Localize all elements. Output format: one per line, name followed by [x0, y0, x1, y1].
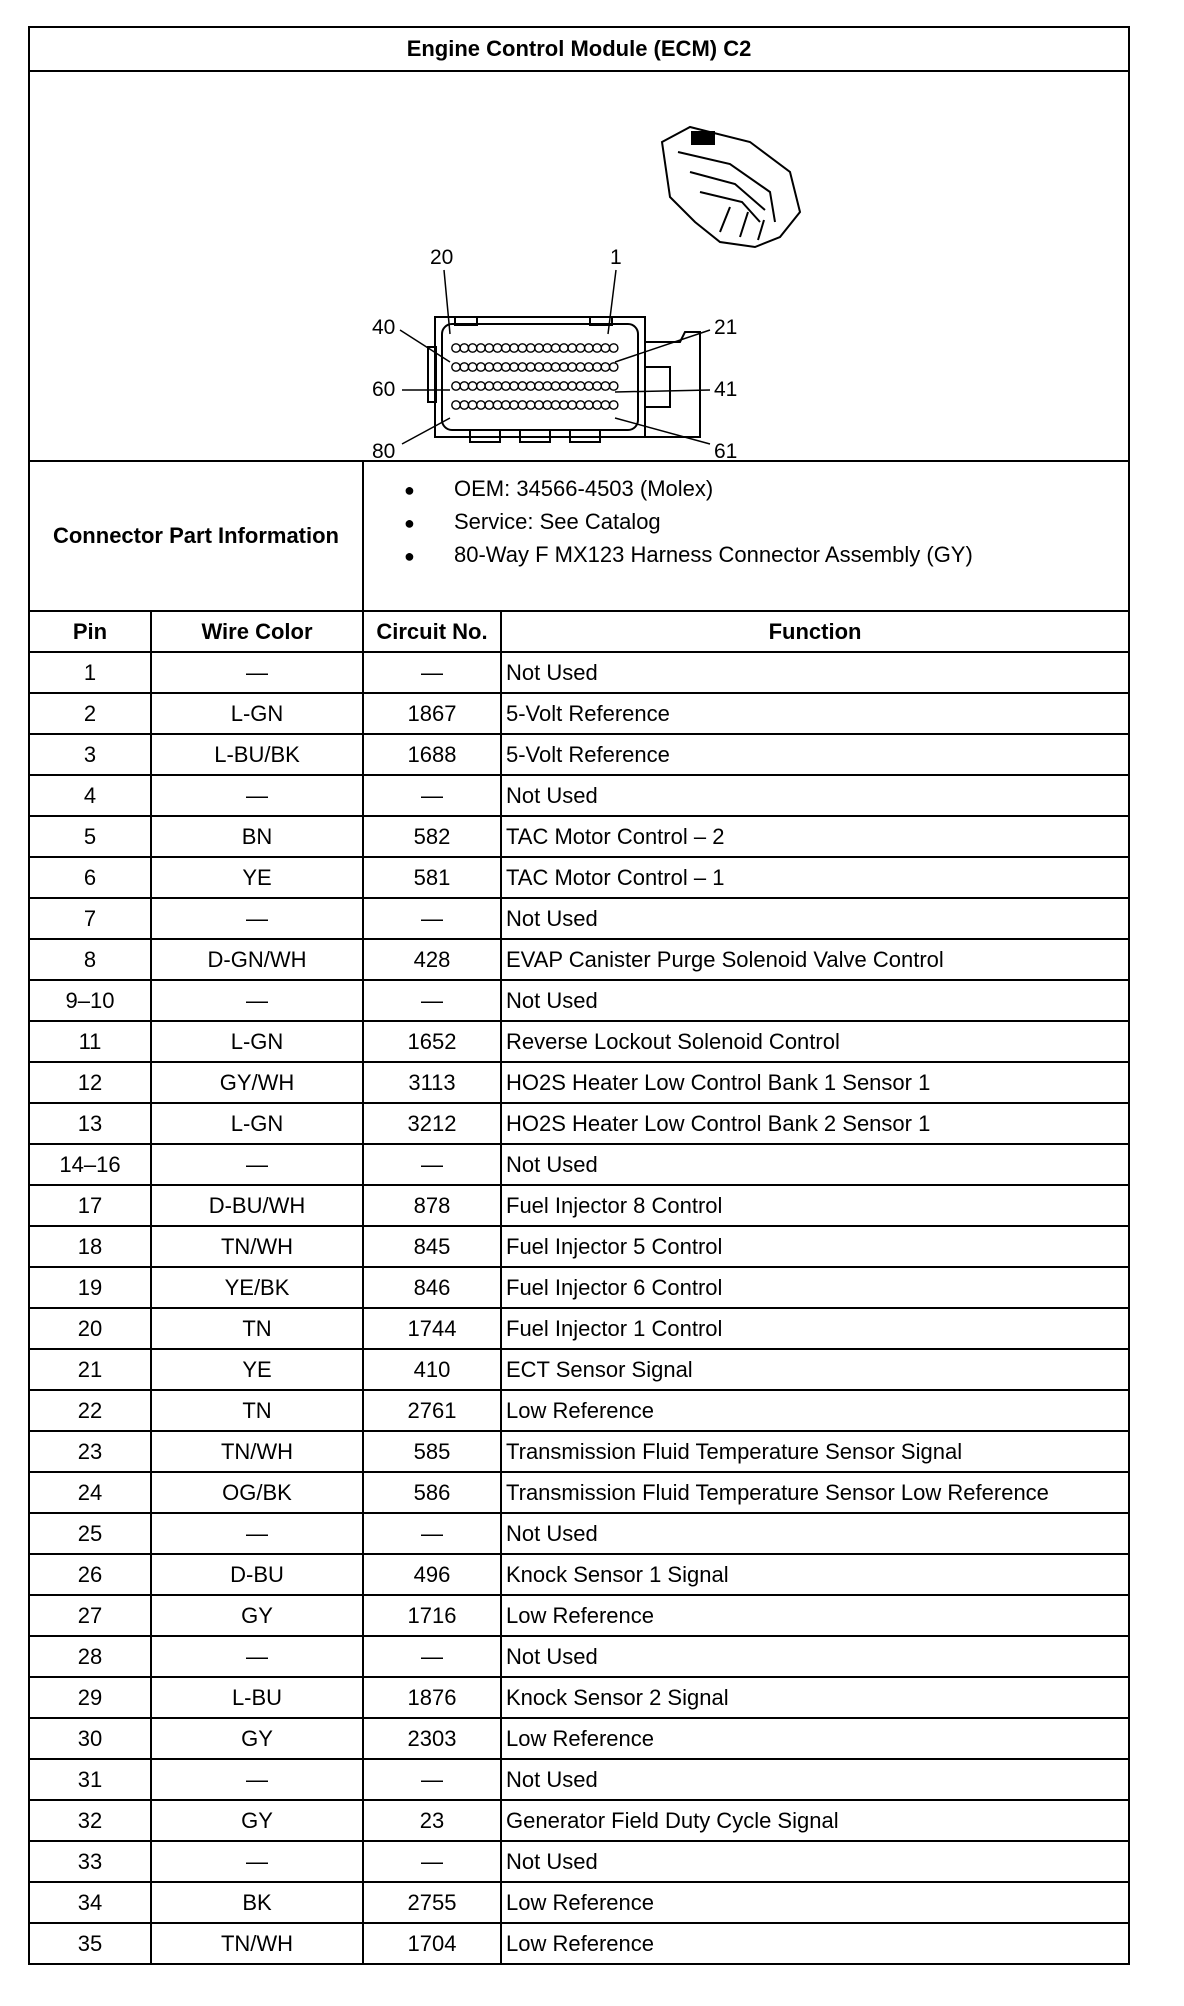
cell-circuit-no: 1876 [363, 1677, 501, 1718]
pin-cavity [551, 363, 559, 371]
pin-cavity [551, 344, 559, 352]
cell-function: Low Reference [501, 1390, 1129, 1431]
callout-pin-60: 60 [372, 378, 396, 401]
pin-cavity [527, 401, 535, 409]
cell-pin: 26 [29, 1554, 151, 1595]
cell-function: TAC Motor Control – 1 [501, 857, 1129, 898]
cell-pin: 20 [29, 1308, 151, 1349]
cell-circuit-no: — [363, 898, 501, 939]
pin-cavity [502, 401, 510, 409]
cell-function: Reverse Lockout Solenoid Control [501, 1021, 1129, 1062]
pin-cavity [543, 382, 551, 390]
pin-cavity [568, 401, 576, 409]
callout-pin-41: 41 [714, 378, 738, 401]
pin-cavity [593, 363, 601, 371]
cell-circuit-no: 586 [363, 1472, 501, 1513]
cell-pin: 11 [29, 1021, 151, 1062]
cell-circuit-no: 585 [363, 1431, 501, 1472]
connector-info-list [404, 472, 1128, 571]
cell-circuit-no: 2761 [363, 1390, 501, 1431]
cell-circuit-no: 23 [363, 1800, 501, 1841]
cell-function: Fuel Injector 8 Control [501, 1185, 1129, 1226]
pin-cavity [518, 344, 526, 352]
cell-function: Knock Sensor 1 Signal [501, 1554, 1129, 1595]
cell-pin: 8 [29, 939, 151, 980]
pin-cavity [585, 382, 593, 390]
cell-wire-color: — [151, 652, 363, 693]
connector-info-text: Service: See Catalog [454, 509, 661, 534]
cell-pin: 9–10 [29, 980, 151, 1021]
cell-circuit-no: 3113 [363, 1062, 501, 1103]
table-row [29, 1800, 1129, 1841]
table-row [29, 1472, 1129, 1513]
cell-circuit-no: 1704 [363, 1923, 501, 1964]
cell-function: Low Reference [501, 1718, 1129, 1759]
pin-cavity [477, 344, 485, 352]
table-row [29, 734, 1129, 775]
pin-cavity [510, 382, 518, 390]
cell-pin: 7 [29, 898, 151, 939]
table-row [29, 1595, 1129, 1636]
cell-function: ECT Sensor Signal [501, 1349, 1129, 1390]
cell-wire-color: D-GN/WH [151, 939, 363, 980]
cell-function: Fuel Injector 6 Control [501, 1267, 1129, 1308]
cell-circuit-no: — [363, 1841, 501, 1882]
cell-wire-color: BK [151, 1882, 363, 1923]
table-row [29, 1554, 1129, 1595]
cell-function: Fuel Injector 1 Control [501, 1308, 1129, 1349]
cell-circuit-no: 1867 [363, 693, 501, 734]
cell-wire-color: — [151, 1841, 363, 1882]
cell-function: Not Used [501, 980, 1129, 1021]
header-function: Function [501, 611, 1129, 652]
pin-cavity [485, 382, 493, 390]
pin-cavity [460, 382, 468, 390]
table-row [29, 1882, 1129, 1923]
cell-function: Not Used [501, 1841, 1129, 1882]
table-row [29, 1021, 1129, 1062]
cell-pin: 13 [29, 1103, 151, 1144]
pin-cavity [485, 363, 493, 371]
cell-function: Not Used [501, 898, 1129, 939]
cell-wire-color: OG/BK [151, 1472, 363, 1513]
cell-pin: 4 [29, 775, 151, 816]
table-row [29, 652, 1129, 693]
cell-function: Not Used [501, 775, 1129, 816]
pin-cavity [576, 344, 584, 352]
cell-pin: 12 [29, 1062, 151, 1103]
pin-cavity [493, 363, 501, 371]
bullet-icon: ● [404, 480, 415, 500]
connector-info-item [404, 472, 1128, 505]
pin-cavity [485, 401, 493, 409]
pin-cavity [568, 363, 576, 371]
cell-circuit-no: — [363, 775, 501, 816]
pin-cavity [493, 401, 501, 409]
cell-pin: 28 [29, 1636, 151, 1677]
cell-function: Not Used [501, 1636, 1129, 1677]
pin-cavity [510, 363, 518, 371]
cell-wire-color: L-BU [151, 1677, 363, 1718]
cell-pin: 29 [29, 1677, 151, 1718]
pin-cavity [585, 363, 593, 371]
pin-cavity [610, 401, 618, 409]
cell-circuit-no: 846 [363, 1267, 501, 1308]
cell-pin: 23 [29, 1431, 151, 1472]
cell-pin: 30 [29, 1718, 151, 1759]
pin-cavity [468, 363, 476, 371]
pin-cavity [593, 344, 601, 352]
pin-cavity [535, 382, 543, 390]
pin-cavity [601, 344, 609, 352]
connector-diagram-icon [30, 72, 1130, 460]
cell-pin: 31 [29, 1759, 151, 1800]
cell-pin: 33 [29, 1841, 151, 1882]
cell-wire-color: — [151, 898, 363, 939]
cell-wire-color: TN/WH [151, 1226, 363, 1267]
pin-cavity [593, 382, 601, 390]
cell-wire-color: L-GN [151, 693, 363, 734]
cell-wire-color: GY [151, 1800, 363, 1841]
pin-cavity [560, 344, 568, 352]
table-row [29, 1923, 1129, 1964]
cell-circuit-no: 496 [363, 1554, 501, 1595]
cell-wire-color: BN [151, 816, 363, 857]
cell-circuit-no: 878 [363, 1185, 501, 1226]
cell-pin: 19 [29, 1267, 151, 1308]
page-title: Engine Control Module (ECM) C2 [29, 27, 1129, 71]
pin-cavity [485, 344, 493, 352]
pin-cavity [502, 344, 510, 352]
pin-cavity [502, 382, 510, 390]
table-row [29, 1226, 1129, 1267]
cell-wire-color: — [151, 1636, 363, 1677]
table-row [29, 1718, 1129, 1759]
pin-cavity [535, 344, 543, 352]
callout-pin-80: 80 [372, 440, 396, 460]
pin-cavity [460, 363, 468, 371]
pin-cavity [502, 363, 510, 371]
callout-pin-20: 20 [430, 246, 454, 269]
pin-cavity [585, 344, 593, 352]
table-row [29, 1267, 1129, 1308]
pin-cavity [601, 401, 609, 409]
pin-cavity [560, 401, 568, 409]
cell-circuit-no: 1688 [363, 734, 501, 775]
pin-cavity [535, 401, 543, 409]
cell-wire-color: YE/BK [151, 1267, 363, 1308]
cell-circuit-no: — [363, 1513, 501, 1554]
cell-wire-color: YE [151, 1349, 363, 1390]
cell-function: Not Used [501, 652, 1129, 693]
pin-cavity [452, 401, 460, 409]
bullet-icon: ● [404, 546, 415, 566]
pin-cavity [560, 363, 568, 371]
callout-pin-1: 1 [610, 246, 622, 269]
table-row [29, 898, 1129, 939]
pin-cavity [468, 344, 476, 352]
pinout-table [28, 26, 1130, 1965]
cell-wire-color: YE [151, 857, 363, 898]
connector-diagram [29, 71, 1129, 461]
cell-wire-color: L-BU/BK [151, 734, 363, 775]
connector-info-text: OEM: 34566-4503 (Molex) [454, 476, 714, 501]
header-wire-color: Wire Color [151, 611, 363, 652]
cell-pin: 2 [29, 693, 151, 734]
cell-wire-color: GY/WH [151, 1062, 363, 1103]
pin-cavity [477, 363, 485, 371]
connector-info-text: 80-Way F MX123 Harness Connector Assembly (GY) [454, 542, 973, 567]
pin-cavity [527, 344, 535, 352]
table-row [29, 1390, 1129, 1431]
cell-pin: 1 [29, 652, 151, 693]
table-row [29, 1349, 1129, 1390]
cell-pin: 14–16 [29, 1144, 151, 1185]
connector-3d-icon [662, 127, 800, 247]
pin-cavity [610, 344, 618, 352]
pin-cavity [527, 382, 535, 390]
cell-function: Not Used [501, 1759, 1129, 1800]
cell-wire-color: GY [151, 1595, 363, 1636]
table-header [29, 611, 1129, 652]
table-row [29, 1431, 1129, 1472]
pin-cavity [510, 401, 518, 409]
table-row [29, 1185, 1129, 1226]
cell-wire-color: D-BU/WH [151, 1185, 363, 1226]
table-row [29, 1841, 1129, 1882]
pin-cavity [510, 344, 518, 352]
cell-circuit-no: 3212 [363, 1103, 501, 1144]
cell-function: Low Reference [501, 1923, 1129, 1964]
cell-circuit-no: 2303 [363, 1718, 501, 1759]
cell-wire-color: GY [151, 1718, 363, 1759]
cell-circuit-no: — [363, 1636, 501, 1677]
table-row [29, 1677, 1129, 1718]
cell-pin: 34 [29, 1882, 151, 1923]
header-circuit-no: Circuit No. [363, 611, 501, 652]
cell-wire-color: D-BU [151, 1554, 363, 1595]
pin-cavity [543, 344, 551, 352]
cell-circuit-no: 1716 [363, 1595, 501, 1636]
header-pin: Pin [29, 611, 151, 652]
cell-pin: 18 [29, 1226, 151, 1267]
cell-wire-color: — [151, 775, 363, 816]
cell-circuit-no: 428 [363, 939, 501, 980]
cell-wire-color: TN [151, 1390, 363, 1431]
pin-cavity [452, 363, 460, 371]
cell-pin: 25 [29, 1513, 151, 1554]
cell-function: Not Used [501, 1144, 1129, 1185]
cell-wire-color: TN/WH [151, 1923, 363, 1964]
pin-cavity [452, 344, 460, 352]
cell-wire-color: L-GN [151, 1021, 363, 1062]
cell-function: Generator Field Duty Cycle Signal [501, 1800, 1129, 1841]
cell-pin: 22 [29, 1390, 151, 1431]
pin-cavity [568, 382, 576, 390]
pin-cavity [468, 382, 476, 390]
pin-cavity [460, 401, 468, 409]
pin-cavity [551, 401, 559, 409]
cell-function: Knock Sensor 2 Signal [501, 1677, 1129, 1718]
cell-circuit-no: — [363, 1759, 501, 1800]
pin-cavity [576, 382, 584, 390]
pin-cavity [493, 382, 501, 390]
pin-cavity [551, 382, 559, 390]
table-row [29, 857, 1129, 898]
pin-cavity [543, 401, 551, 409]
pin-cavity [585, 401, 593, 409]
cell-wire-color: TN/WH [151, 1431, 363, 1472]
pin-cavity [477, 382, 485, 390]
cell-function: Transmission Fluid Temperature Sensor Signal [501, 1431, 1129, 1472]
cell-function: Fuel Injector 5 Control [501, 1226, 1129, 1267]
cell-pin: 21 [29, 1349, 151, 1390]
pin-cavity [452, 382, 460, 390]
cell-wire-color: — [151, 1144, 363, 1185]
table-row [29, 1103, 1129, 1144]
table-row [29, 939, 1129, 980]
cell-pin: 35 [29, 1923, 151, 1964]
table-row [29, 1513, 1129, 1554]
connector-body [428, 317, 700, 442]
pin-cavity [610, 382, 618, 390]
cell-pin: 3 [29, 734, 151, 775]
cell-wire-color: L-GN [151, 1103, 363, 1144]
pin-cavity [518, 363, 526, 371]
cell-function: 5-Volt Reference [501, 693, 1129, 734]
cell-circuit-no: — [363, 980, 501, 1021]
cell-pin: 17 [29, 1185, 151, 1226]
cell-pin: 5 [29, 816, 151, 857]
table-row [29, 980, 1129, 1021]
cell-function: Transmission Fluid Temperature Sensor Low Reference [501, 1472, 1129, 1513]
pin-cavity [568, 344, 576, 352]
cell-pin: 32 [29, 1800, 151, 1841]
connector-info-item [404, 505, 1128, 538]
cell-function: HO2S Heater Low Control Bank 2 Sensor 1 [501, 1103, 1129, 1144]
cell-function: Low Reference [501, 1882, 1129, 1923]
connector-info-label: Connector Part Information [29, 461, 363, 611]
cell-wire-color: — [151, 980, 363, 1021]
table-row [29, 693, 1129, 734]
cell-circuit-no: 2755 [363, 1882, 501, 1923]
pin-cavity [518, 382, 526, 390]
pin-cavity [601, 382, 609, 390]
cell-circuit-no: — [363, 1144, 501, 1185]
pin-cavity [518, 401, 526, 409]
cell-wire-color: — [151, 1513, 363, 1554]
callout-pin-61: 61 [714, 440, 738, 460]
cell-circuit-no: 1744 [363, 1308, 501, 1349]
pin-cavity [527, 363, 535, 371]
pin-cavity [593, 401, 601, 409]
cell-circuit-no: 582 [363, 816, 501, 857]
cell-function: TAC Motor Control – 2 [501, 816, 1129, 857]
pin-cavity [601, 363, 609, 371]
cell-function: Low Reference [501, 1595, 1129, 1636]
table-row [29, 1062, 1129, 1103]
pin-cavity [576, 401, 584, 409]
table-row [29, 1144, 1129, 1185]
connector-info [363, 461, 1129, 611]
cell-circuit-no: 581 [363, 857, 501, 898]
table-row [29, 1308, 1129, 1349]
cell-pin: 24 [29, 1472, 151, 1513]
table-row [29, 816, 1129, 857]
pin-cavity [468, 401, 476, 409]
cell-circuit-no: — [363, 652, 501, 693]
pin-cavity [460, 344, 468, 352]
callout-pin-21: 21 [714, 316, 738, 339]
pin-cavity [543, 363, 551, 371]
cell-function: HO2S Heater Low Control Bank 1 Sensor 1 [501, 1062, 1129, 1103]
cell-circuit-no: 845 [363, 1226, 501, 1267]
pin-cavity [576, 363, 584, 371]
table-row [29, 1759, 1129, 1800]
cell-pin: 27 [29, 1595, 151, 1636]
pin-cavity [610, 363, 618, 371]
pin-cavity [477, 401, 485, 409]
pin-cavity [493, 344, 501, 352]
cell-function: Not Used [501, 1513, 1129, 1554]
cell-function: EVAP Canister Purge Solenoid Valve Control [501, 939, 1129, 980]
connector-info-item [404, 538, 1128, 571]
cell-wire-color: — [151, 1759, 363, 1800]
cell-circuit-no: 410 [363, 1349, 501, 1390]
pin-cavity [535, 363, 543, 371]
bullet-icon: ● [404, 513, 415, 533]
table-row [29, 1636, 1129, 1677]
cell-circuit-no: 1652 [363, 1021, 501, 1062]
cell-pin: 6 [29, 857, 151, 898]
table-row [29, 775, 1129, 816]
cell-function: 5-Volt Reference [501, 734, 1129, 775]
pin-cavity [560, 382, 568, 390]
cell-wire-color: TN [151, 1308, 363, 1349]
callout-pin-40: 40 [372, 316, 396, 339]
pinout-sheet [28, 26, 1128, 1965]
